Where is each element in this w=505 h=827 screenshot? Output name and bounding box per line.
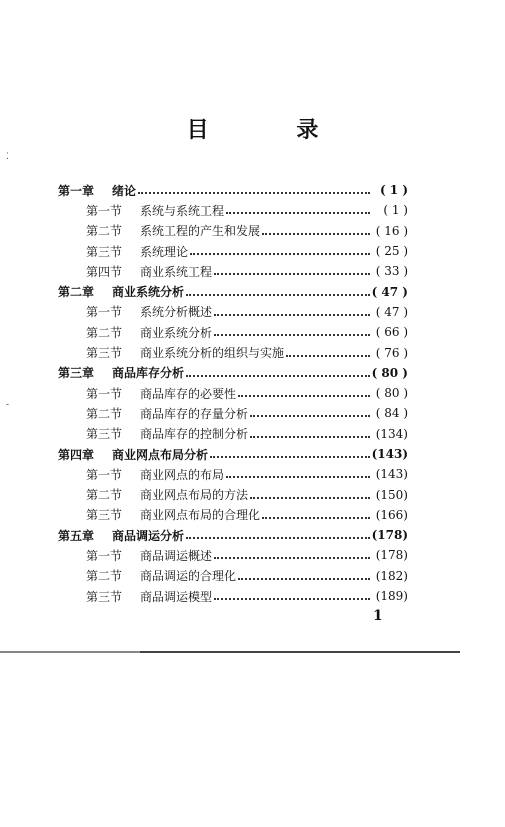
dot-leader: [214, 586, 370, 600]
entry-page: ( 80 ): [371, 365, 408, 380]
entry-page: (134): [375, 426, 408, 441]
entry-number: 第二节: [86, 406, 123, 421]
entry-title: 商业网点布局的合理化: [140, 508, 261, 523]
entry-number: 第三节: [86, 244, 123, 259]
scan-mark: -: [6, 400, 10, 410]
toc-section-entry: [58, 505, 408, 525]
entry-title: 系统工程的产生和发展: [140, 224, 261, 239]
entry-page: (143): [371, 447, 408, 461]
entry-title: 商品调运概述: [140, 548, 213, 563]
entry-page: (182): [375, 568, 408, 583]
toc-section-entry: [58, 322, 408, 342]
entry-number: 第三节: [86, 508, 123, 523]
dot-leader: [238, 383, 370, 397]
entry-page: ( 25 ): [375, 244, 408, 259]
entry-title: 商业网点的布局: [140, 467, 225, 482]
entry-title: 系统分析概述: [140, 305, 213, 320]
dot-leader: [186, 282, 370, 296]
entry-number: 第三节: [86, 427, 123, 442]
dot-leader: [250, 485, 370, 499]
toc-section-entry: [58, 424, 408, 444]
entry-title: 系统理论: [140, 244, 189, 259]
entry-page: ( 66 ): [375, 325, 408, 340]
entry-number: 第一节: [86, 386, 123, 401]
entry-page: ( 47 ): [371, 284, 408, 299]
entry-page: ( 84 ): [375, 406, 408, 421]
dot-leader: [226, 200, 370, 214]
entry-title: 商业系统分析: [140, 325, 213, 340]
toc-section-entry: [58, 464, 408, 484]
dot-leader: [250, 424, 370, 438]
toc-section-entry: [58, 383, 408, 403]
dot-leader: [262, 505, 370, 519]
entry-number: 第一章: [58, 183, 95, 198]
entry-title: 商业系统分析: [112, 285, 185, 300]
bottom-rule-right: [140, 651, 460, 653]
entry-page: (178): [371, 528, 408, 543]
entry-page: ( 47 ): [375, 304, 408, 319]
entry-number: 第二章: [58, 285, 95, 300]
entry-page: ( 1 ): [379, 183, 408, 198]
entry-number: 第一节: [86, 548, 123, 563]
entry-page: ( 1 ): [383, 203, 408, 218]
entry-number: 第三节: [86, 346, 123, 361]
entry-title: 商品库存的必要性: [140, 386, 237, 401]
dot-leader: [214, 545, 370, 559]
dot-leader: [210, 444, 370, 458]
entry-title: 商业系统分析的组织与实施: [140, 346, 285, 361]
entry-page: ( 33 ): [375, 264, 408, 279]
entry-number: 第三节: [86, 589, 123, 604]
dot-leader: [214, 302, 370, 316]
entry-title: 商品库存分析: [112, 366, 185, 381]
bottom-rule-left: [0, 651, 140, 653]
entry-page: ( 80 ): [375, 386, 408, 401]
dot-leader: [250, 403, 370, 417]
dot-leader: [214, 261, 370, 275]
toc-chapter-entry: [58, 525, 408, 545]
entry-title: 商品调运的合理化: [140, 569, 237, 584]
entry-number: 第一节: [86, 305, 123, 320]
entry-number: 第二节: [86, 569, 123, 584]
table-of-contents: [58, 180, 408, 606]
toc-chapter-entry: [58, 444, 408, 464]
entry-page: ( 16 ): [375, 223, 408, 238]
entry-title: 商业网点布局的方法: [140, 488, 249, 503]
dot-leader: [138, 180, 370, 194]
dot-leader: [262, 221, 370, 235]
toc-section-entry: [58, 484, 408, 504]
entry-title: 商品库存的控制分析: [140, 427, 249, 442]
entry-number: 第三章: [58, 366, 95, 381]
entry-title: 商品库存的存量分析: [140, 406, 249, 421]
toc-section-entry: [58, 586, 408, 606]
dot-leader: [226, 464, 370, 478]
entry-title: 商品调运模型: [140, 589, 213, 604]
entry-number: 第二节: [86, 224, 123, 239]
entry-title: 商业系统工程: [140, 264, 213, 279]
dot-leader: [186, 525, 370, 539]
entry-page: (150): [375, 487, 408, 502]
toc-section-entry: [58, 261, 408, 281]
entry-title: 商业网点布局分析: [112, 447, 209, 462]
entry-title: 商品调运分析: [112, 528, 185, 543]
entry-page: (178): [375, 548, 408, 563]
entry-page: (189): [375, 589, 408, 604]
entry-page: ( 76 ): [375, 345, 408, 360]
toc-section-entry: [58, 241, 408, 261]
toc-section-entry: [58, 342, 408, 362]
dot-leader: [238, 566, 370, 580]
entry-number: 第五章: [58, 528, 95, 543]
entry-number: 第二节: [86, 488, 123, 503]
dot-leader: [286, 343, 370, 357]
page-number: 1: [373, 608, 383, 624]
dot-leader: [190, 241, 370, 255]
toc-section-entry: [58, 221, 408, 241]
toc-section-entry: [58, 566, 408, 586]
entry-number: 第四节: [86, 264, 123, 279]
entry-number: 第四章: [58, 447, 95, 462]
entry-page: (166): [375, 507, 408, 522]
dot-leader: [186, 363, 370, 377]
toc-chapter-entry: [58, 363, 408, 383]
entry-title: 绪论: [112, 183, 137, 198]
entry-page: (143): [375, 467, 408, 482]
scan-mark: ⁚: [6, 152, 9, 162]
page-title: 目 录: [186, 117, 359, 143]
toc-section-entry: [58, 200, 408, 220]
entry-number: 第一节: [86, 467, 123, 482]
dot-leader: [214, 322, 370, 336]
entry-title: 系统与系统工程: [140, 203, 225, 218]
toc-chapter-entry: [58, 180, 408, 200]
toc-chapter-entry: [58, 281, 408, 301]
entry-number: 第二节: [86, 325, 123, 340]
toc-section-entry: [58, 545, 408, 565]
entry-number: 第一节: [86, 203, 123, 218]
toc-section-entry: [58, 403, 408, 423]
toc-section-entry: [58, 302, 408, 322]
